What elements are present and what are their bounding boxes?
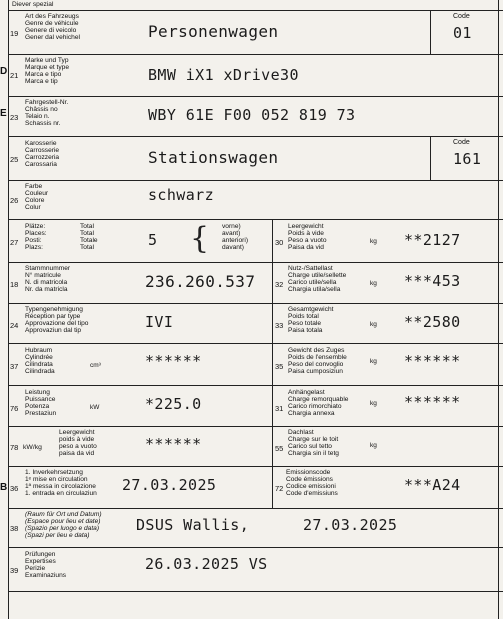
column-divider [272,219,273,508]
field-30-value-empty-weight: **2127 [404,231,461,249]
field-33-number: 33 [275,321,284,330]
rule [8,591,503,592]
field-27-seat-position-label: vorne) avant) anteriori) davant) [222,223,249,251]
field-36-number: 36 [10,484,19,493]
field-26-number: 26 [10,196,19,205]
field-27-total-label: Total Total Totale Total [80,223,98,251]
field-30-number: 30 [275,238,284,247]
rule [8,180,503,181]
field-32-label: Nutz-/Sattellast Charge utile/sellette Carico utile/sella Chargia utila/sella [288,265,347,293]
rule [8,547,503,548]
rule [8,508,503,509]
rule [8,466,503,467]
field-72-number: 72 [275,484,284,493]
field-31-label: Anhängelast Charge remorquable Carico rimorchiato Chargia annexa [288,389,349,417]
field-38-value-place: DSUS Wallis, [136,516,250,534]
field-27-value-seats: 5 [148,231,158,249]
field-33-unit: kg [370,321,377,328]
field-32-unit: kg [370,280,377,287]
field-30-unit: kg [370,238,377,245]
field-39-value-inspection: 26.03.2025 VS [145,555,268,573]
field-21-value-make-model: BMW iX1 xDrive30 [148,66,299,84]
field-36-value-first-registration: 27.03.2025 [122,476,217,494]
field-35-label: Gewicht des Zuges Poids de l'ensemble Peso del convoglio Paisa cumposiziun [288,347,347,375]
field-24-label: Typengenehmigung Réception par type Approvazione del tipo Approvaziun dal tip [25,306,89,334]
field-78-prefix: kW/kg [23,444,42,451]
field-27-number: 27 [10,238,19,247]
rule [8,136,503,137]
field-26-label: Farbe Couleur Colore Colur [25,183,49,211]
rule [8,426,503,427]
field-18-value-matriculation: 236.260.537 [145,272,256,291]
field-19-code-label: Code [453,13,470,20]
field-24-number: 24 [10,321,19,330]
field-37-label: Hubraum Cylindrée Cilindrata Cilindrada [25,347,55,375]
left-border [8,0,9,619]
rule [8,54,503,55]
field-72-value-emission-code: ***A24 [404,476,461,494]
field-25-code-value: 161 [453,150,482,168]
top-partial-label: Diever spezial [12,1,54,8]
field-19-number: 19 [10,29,19,38]
field-55-unit: kg [370,442,377,449]
field-32-number: 32 [275,280,284,289]
field-33-value-total-weight: **2580 [404,313,461,331]
field-35-unit: kg [370,358,377,365]
field-19-value-vehicle-type: Personenwagen [148,22,279,41]
field-25-number: 25 [10,155,19,164]
field-76-value-power: *225.0 [145,395,202,413]
field-76-unit: kW [90,404,100,411]
field-31-unit: kg [370,400,377,407]
field-25-label: Karosserie Carrosserie Carrozzeria Carossaria [25,140,60,168]
field-55-number: 55 [275,444,284,453]
field-25-code-label: Code [453,139,470,146]
rule [8,343,503,344]
field-39-label: Prüfungen Expertises Perizie Examinaziuns [25,551,67,579]
rule [8,219,503,220]
field-78-value-power-weight: ****** [145,435,202,453]
field-55-label: Dachlast Charge sur le toit Carico sul tetto Chargia sin il tetg [288,429,339,457]
code-divider-19 [430,10,431,54]
field-19-code-value: 01 [453,24,472,42]
field-35-number: 35 [275,362,284,371]
margin-letter-d: D [0,66,8,77]
rule [8,303,503,304]
field-33-label: Gesamtgewicht Poids total Peso totale Paisa totala [288,306,334,334]
field-78-number: 78 [10,443,19,452]
field-21-label: Marke und Typ Marque et type Marca e tipo Marca e tip [25,57,69,85]
field-23-number: 23 [10,113,19,122]
field-72-label: Emissionscode Code émissions Codice emissioni Code d'emissiuns [286,469,338,497]
field-32-value-payload: ***453 [404,272,461,290]
field-78-label: Leergewicht poids à vide peso a vuoto paisa da vid [59,429,97,457]
field-76-label: Leistung Puissance Potenza Prestaziun [25,389,57,417]
field-24-value-type-approval: IVI [145,313,174,331]
field-36-label: 1. Inverkehrsetzung 1ᵉ mise en circulation 1ª messa in circolazione 1. entrada en circulaziun [25,469,97,497]
field-76-number: 76 [10,404,19,413]
field-26-value-color: schwarz [148,186,215,204]
code-divider-25 [430,136,431,180]
right-border [498,0,499,619]
field-38-label: (Raum für Ort und Datum) (Espace pour lieu et date) (Spazio per luogo e data) (Spazi per lieu e data) [25,511,102,539]
margin-letter-b: B [0,482,8,493]
field-31-number: 31 [275,404,284,413]
field-37-unit: cm³ [90,362,101,369]
field-18-label: Stammnummer N° matricule N. di matricola Nr. da matricla [25,265,71,293]
field-23-label: Fahrgestell-Nr. Châssis no Telaio n. Schassis nr. [25,99,69,127]
rule [8,96,503,97]
field-37-value-displacement: ****** [145,352,202,370]
field-25-value-body: Stationswagen [148,148,279,167]
field-18-number: 18 [10,280,19,289]
margin-letter-e: E [0,108,7,119]
field-39-number: 39 [10,566,19,575]
field-31-value-towing: ****** [404,393,461,411]
field-19-label: Art des Fahrzeugs Genre de véhicule Genere di veicolo Gener dal vehichel [25,13,80,41]
rule [8,385,503,386]
rule [8,10,503,11]
field-27-label: Plätze: Places: Posti: Plazs: [25,223,47,251]
field-35-value-train-weight: ****** [404,352,461,370]
field-30-label: Leergewicht Poids à vide Peso a vuoto Paisa da vid [288,223,327,251]
field-38-number: 38 [10,524,19,533]
field-38-value-date: 27.03.2025 [303,516,398,534]
field-37-number: 37 [10,362,19,371]
brace-icon: { [190,221,210,256]
rule [8,262,503,263]
field-21-number: 21 [10,71,19,80]
field-23-value-chassis: WBY 61E F00 052 819 73 [148,106,356,124]
